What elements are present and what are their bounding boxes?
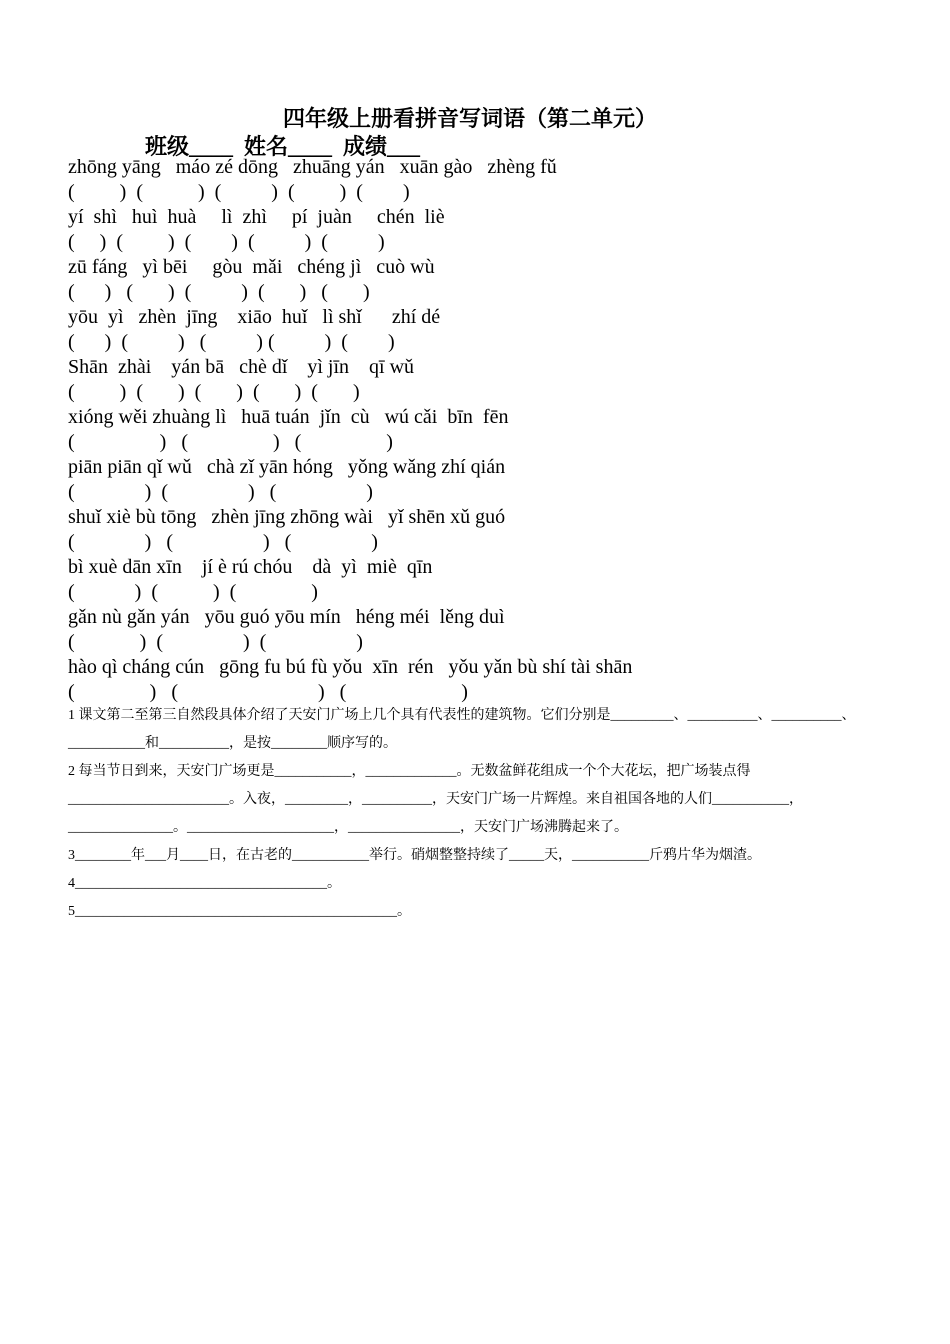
answer-brackets-line: ( ) ( ) ( ) ( ) ( ) — [68, 381, 360, 403]
question-5: 5______________________________________________。 — [68, 904, 411, 919]
question-3: 3________年___月____日，在古老的___________举行。硝烟整整持续了_____天，___________斤鸦片华为烟渣。 — [68, 848, 761, 863]
pinyin-line: hào qì cháng cún gōng fu bú fù yǒu xīn rén yǒu yǎn bù shí tài shān — [68, 656, 633, 678]
answer-brackets-line: ( ) ( ) ( ) ( ) ( ) — [68, 281, 370, 303]
pinyin-line: yí shì huì huà lì zhì pí juàn chén liè — [68, 206, 445, 228]
pinyin-line: yōu yì zhèn jīng xiāo huǐ lì shǐ zhí dé — [68, 306, 441, 328]
answer-brackets-line: ( ) ( ) ( ) — [68, 481, 373, 503]
answer-brackets-line: ( ) ( ) ( ) — [68, 581, 318, 603]
answer-brackets-line: ( ) ( ) ( ) — [68, 431, 393, 453]
answer-brackets-line: ( ) ( ) ( ) — [68, 681, 468, 703]
answer-brackets-line: ( ) ( ) ( ) — [68, 631, 363, 653]
answer-brackets-line: ( ) ( ) ( ) ( ) ( ) — [68, 331, 395, 353]
student-info-line: 班级____ 姓名____ 成绩___ — [145, 134, 421, 159]
answer-brackets-line: ( ) ( ) ( ) — [68, 531, 378, 553]
pinyin-line: zhōng yāng máo zé dōng zhuāng yán xuān gào zhèng fǔ — [68, 156, 557, 178]
question-4: 4____________________________________。 — [68, 876, 341, 891]
pinyin-line: bì xuè dān xīn jí è rú chóu dà yì miè qīn — [68, 556, 433, 578]
pinyin-line: xióng wěi zhuàng lì huā tuán jǐn cù wú cǎi bīn fēn — [68, 406, 509, 428]
pinyin-line: zū fáng yì bēi gòu mǎi chéng jì cuò wù — [68, 256, 435, 278]
answer-brackets-line: ( ) ( ) ( ) ( ) ( ) — [68, 231, 385, 253]
pinyin-line: Shān zhài yán bā chè dǐ yì jīn qī wǔ — [68, 356, 415, 378]
fill-in-questions — [68, 702, 898, 926]
answer-brackets-line: ( ) ( ) ( ) ( ) ( ) — [68, 181, 410, 203]
question-1: 1 课文第二至第三自然段具体介绍了天安门广场上几个具有代表性的建筑物。它们分别是_________、__________、__________、___________和__________，是按________顺序写的。 — [68, 708, 856, 751]
pinyin-exercise — [68, 155, 632, 705]
pinyin-line: piān piān qǐ wǔ chà zǐ yān hóng yǒng wǎng zhí qián — [68, 456, 506, 478]
question-2: 2 每当节日到来，天安门广场更是___________，_____________。无数盆鲜花组成一个个大花坛，把广场装点得_______________________。入夜，_________，__________，天安门广场一片辉煌。来自祖国各地的人们___________，_______________。_____________________，________________，天安门广场沸腾起来了。 — [68, 764, 803, 835]
worksheet-title: 四年级上册看拼音写词语（第二单元） — [282, 106, 657, 131]
pinyin-line: gǎn nù gǎn yán yōu guó yōu mín héng méi lěng duì — [68, 606, 505, 628]
pinyin-line: shuǐ xiè bù tōng zhèn jīng zhōng wài yǐ shēn xǔ guó — [68, 506, 506, 528]
